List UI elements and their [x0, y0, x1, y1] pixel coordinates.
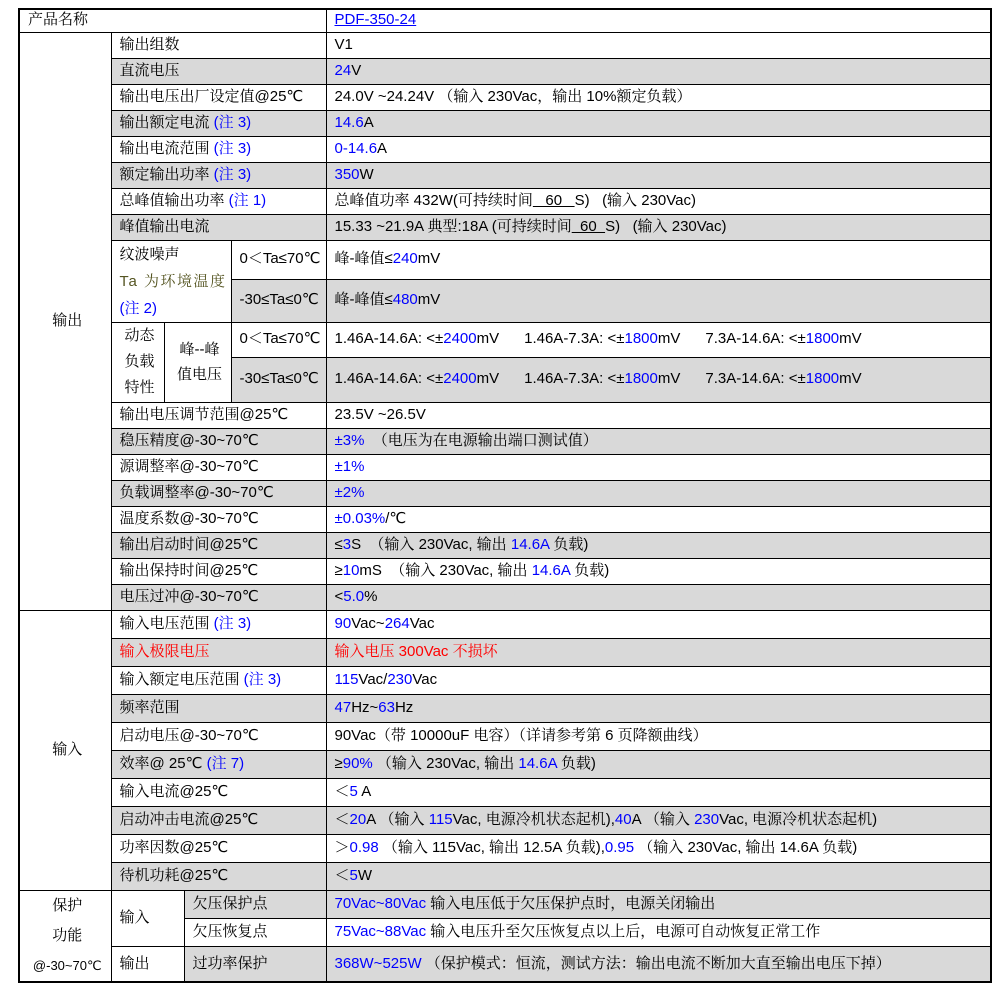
- row-load-regulation: [19, 480, 991, 506]
- row-factory-set-voltage: [19, 84, 991, 110]
- row-current-range: [19, 136, 991, 162]
- value-line-regulation: ±1%: [326, 454, 991, 480]
- row-voltage-adjust-range: [19, 402, 991, 428]
- value-peak-current: 15.33 ~21.9A 典型:18A (可持续时间 60 S) (输入 230Vac): [326, 214, 991, 240]
- row-voltage-overshoot: [19, 584, 991, 610]
- dynamic-load-line: 动态: [124, 327, 155, 344]
- label-temp-coefficient: 温度系数@-30~70℃: [111, 506, 326, 532]
- section-output-label: 输出: [19, 32, 111, 610]
- label-undervoltage-protect: 欠压保护点: [184, 890, 326, 918]
- label-power-factor: 功率因数@25℃: [111, 834, 326, 862]
- group-protection-output: 输出: [111, 947, 184, 982]
- row-startup-voltage: [19, 722, 991, 750]
- row-power-factor: [19, 834, 991, 862]
- peak-peak-line: 值电压: [176, 366, 222, 383]
- value-undervoltage-recover: 75Vac~88Vac 输入电压升至欠压恢复点以上后，电源可自动恢复正常工作: [326, 918, 991, 946]
- row-ripple-noise-hot: [19, 240, 991, 279]
- section-protection-label: [19, 890, 111, 982]
- row-efficiency: [19, 750, 991, 778]
- row-input-limit-voltage: [19, 638, 991, 666]
- value-startup-time: ≤3S （输入 230Vac, 输出 14.6A 负载): [326, 532, 991, 558]
- label-dynamic-load: [111, 322, 164, 402]
- row-peak-current: [19, 214, 991, 240]
- value-rated-power: 350W: [326, 162, 991, 188]
- value-dc-voltage: 24V: [326, 58, 991, 84]
- product-name-cell: [326, 9, 991, 32]
- row-undervoltage-protect: [19, 890, 991, 918]
- row-holdup-time: [19, 558, 991, 584]
- row-input-rated-voltage: [19, 666, 991, 694]
- cond-ripple-hot: 0＜Ta≤70℃: [231, 240, 326, 279]
- value-factory-set-voltage: 24.0V ~24.24V （输入 230Vac，输出 10%额定负载）: [326, 84, 991, 110]
- row-rated-current: [19, 110, 991, 136]
- label-rated-power: 额定输出功率 (注 3): [111, 162, 326, 188]
- value-startup-voltage: 90Vac（带 10000uF 电容）（详请参考第 6 页降额曲线）: [326, 722, 991, 750]
- label-regulation-accuracy: 稳压精度@-30~70℃: [111, 428, 326, 454]
- row-dc-voltage: [19, 58, 991, 84]
- value-ripple-hot: 峰-峰值≤240mV: [326, 240, 991, 279]
- protection-label-line: 功能: [52, 926, 83, 944]
- label-voltage-adjust-range: 输出电压调节范围@25℃: [111, 402, 326, 428]
- peak-peak-line: 峰--峰: [179, 341, 220, 358]
- label-rated-current: 输出额定电流 (注 3): [111, 110, 326, 136]
- label-peak-current: 峰值输出电流: [111, 214, 326, 240]
- value-rated-current: 14.6A: [326, 110, 991, 136]
- value-input-rated-voltage: 115Vac/230Vac: [326, 666, 991, 694]
- value-power-factor: ＞0.98 （输入 115Vac, 输出 12.5A 负载),0.95 （输入 230Vac, 输出 14.6A 负载): [326, 834, 991, 862]
- dynamic-load-line: 负载: [124, 353, 155, 370]
- value-inrush-current: ＜20A （输入 115Vac, 电源冷机状态起机),40A （输入 230Vac, 电源冷机状态起机): [326, 806, 991, 834]
- value-voltage-overshoot: <5.0%: [326, 584, 991, 610]
- value-output-groups: V1: [326, 32, 991, 58]
- label-input-rated-voltage: 输入额定电压范围 (注 3): [111, 666, 326, 694]
- protection-label-line: 保护: [52, 896, 83, 914]
- row-frequency-range: [19, 694, 991, 722]
- label-output-groups: 输出组数: [111, 32, 326, 58]
- label-efficiency: 效率@ 25℃ (注 7): [111, 750, 326, 778]
- ripple-noise-title: 纹波噪声: [119, 245, 180, 263]
- value-temp-coefficient: ±0.03%/℃: [326, 506, 991, 532]
- value-frequency-range: 47Hz~63Hz: [326, 694, 991, 722]
- value-input-limit-voltage: 输入电压 300Vac 不损坏: [326, 638, 991, 666]
- label-load-regulation: 负载调整率@-30~70℃: [111, 480, 326, 506]
- label-input-limit-voltage: 输入极限电压: [111, 638, 326, 666]
- label-startup-voltage: 启动电压@-30~70℃: [111, 722, 326, 750]
- spec-table: [18, 8, 992, 983]
- row-input-voltage-range: [19, 610, 991, 638]
- label-startup-time: 输出启动时间@25℃: [111, 532, 326, 558]
- label-frequency-range: 频率范围: [111, 694, 326, 722]
- ripple-noise-note-ta: Ta 为环境温度: [119, 272, 227, 290]
- value-total-peak-power: 总峰值功率 432W(可持续时间 60 S) (输入 230Vac): [326, 188, 991, 214]
- value-input-voltage-range: 90Vac~264Vac: [326, 610, 991, 638]
- value-holdup-time: ≥10mS （输入 230Vac, 输出 14.6A 负载): [326, 558, 991, 584]
- row-input-current: [19, 778, 991, 806]
- value-input-current: ＜5 A: [326, 778, 991, 806]
- value-overpower-protect: 368W~525W （保护模式：恒流，测试方法：输出电流不断加大直至输出电压下掉）: [326, 947, 991, 982]
- row-overpower-protect: [19, 947, 991, 982]
- value-ripple-cold: 峰-峰值≤480mV: [326, 279, 991, 322]
- row-startup-time: [19, 532, 991, 558]
- row-total-peak-power: [19, 188, 991, 214]
- label-holdup-time: 输出保持时间@25℃: [111, 558, 326, 584]
- label-inrush-current: 启动冲击电流@25℃: [111, 806, 326, 834]
- label-ripple-noise: [111, 240, 231, 322]
- label-input-current: 输入电流@25℃: [111, 778, 326, 806]
- product-name-label: 产品名称: [19, 9, 326, 32]
- cond-dynamic-cold: -30≤Ta≤0℃: [231, 357, 326, 402]
- product-link[interactable]: PDF-350-24: [334, 11, 417, 29]
- row-output-groups: [19, 32, 991, 58]
- label-dc-voltage: 直流电压: [111, 58, 326, 84]
- row-regulation-accuracy: [19, 428, 991, 454]
- section-input-label: 输入: [19, 610, 111, 890]
- label-input-voltage-range: 输入电压范围 (注 3): [111, 610, 326, 638]
- label-peak-peak-voltage: [164, 322, 231, 402]
- cond-ripple-cold: -30≤Ta≤0℃: [231, 279, 326, 322]
- label-undervoltage-recover: 欠压恢复点: [184, 918, 326, 946]
- value-dynamic-cold: 1.46A-14.6A: <±2400mV 1.46A-7.3A: <±1800mV 7.3A-14.6A: <±1800mV: [326, 357, 991, 402]
- row-dynamic-load-hot: [19, 322, 991, 357]
- label-line-regulation: 源调整率@-30~70℃: [111, 454, 326, 480]
- row-standby-power: [19, 862, 991, 890]
- value-voltage-adjust-range: 23.5V ~26.5V: [326, 402, 991, 428]
- protection-temp-range: @-30~70℃: [32, 957, 102, 973]
- label-current-range: 输出电流范围 (注 3): [111, 136, 326, 162]
- group-protection-input: 输入: [111, 890, 184, 947]
- label-standby-power: 待机功耗@25℃: [111, 862, 326, 890]
- label-total-peak-power: 总峰值输出功率 (注 1): [111, 188, 326, 214]
- label-factory-set-voltage: 输出电压出厂设定值@25℃: [111, 84, 326, 110]
- row-product-name: [19, 9, 991, 32]
- value-regulation-accuracy: ±3% （电压为在电源输出端口测试值）: [326, 428, 991, 454]
- cond-dynamic-hot: 0＜Ta≤70℃: [231, 322, 326, 357]
- ripple-noise-note-ref: (注 2): [119, 299, 158, 317]
- label-overpower-protect: 过功率保护: [184, 947, 326, 982]
- label-voltage-overshoot: 电压过冲@-30~70℃: [111, 584, 326, 610]
- value-efficiency: ≥90% （输入 230Vac, 输出 14.6A 负载): [326, 750, 991, 778]
- row-line-regulation: [19, 454, 991, 480]
- value-dynamic-hot: 1.46A-14.6A: <±2400mV 1.46A-7.3A: <±1800mV 7.3A-14.6A: <±1800mV: [326, 322, 991, 357]
- row-rated-power: [19, 162, 991, 188]
- row-inrush-current: [19, 806, 991, 834]
- value-load-regulation: ±2%: [326, 480, 991, 506]
- value-standby-power: ＜5W: [326, 862, 991, 890]
- value-current-range: 0-14.6A: [326, 136, 991, 162]
- dynamic-load-line: 特性: [124, 379, 155, 396]
- row-temp-coefficient: [19, 506, 991, 532]
- value-undervoltage-protect: 70Vac~80Vac 输入电压低于欠压保护点时，电源关闭输出: [326, 890, 991, 918]
